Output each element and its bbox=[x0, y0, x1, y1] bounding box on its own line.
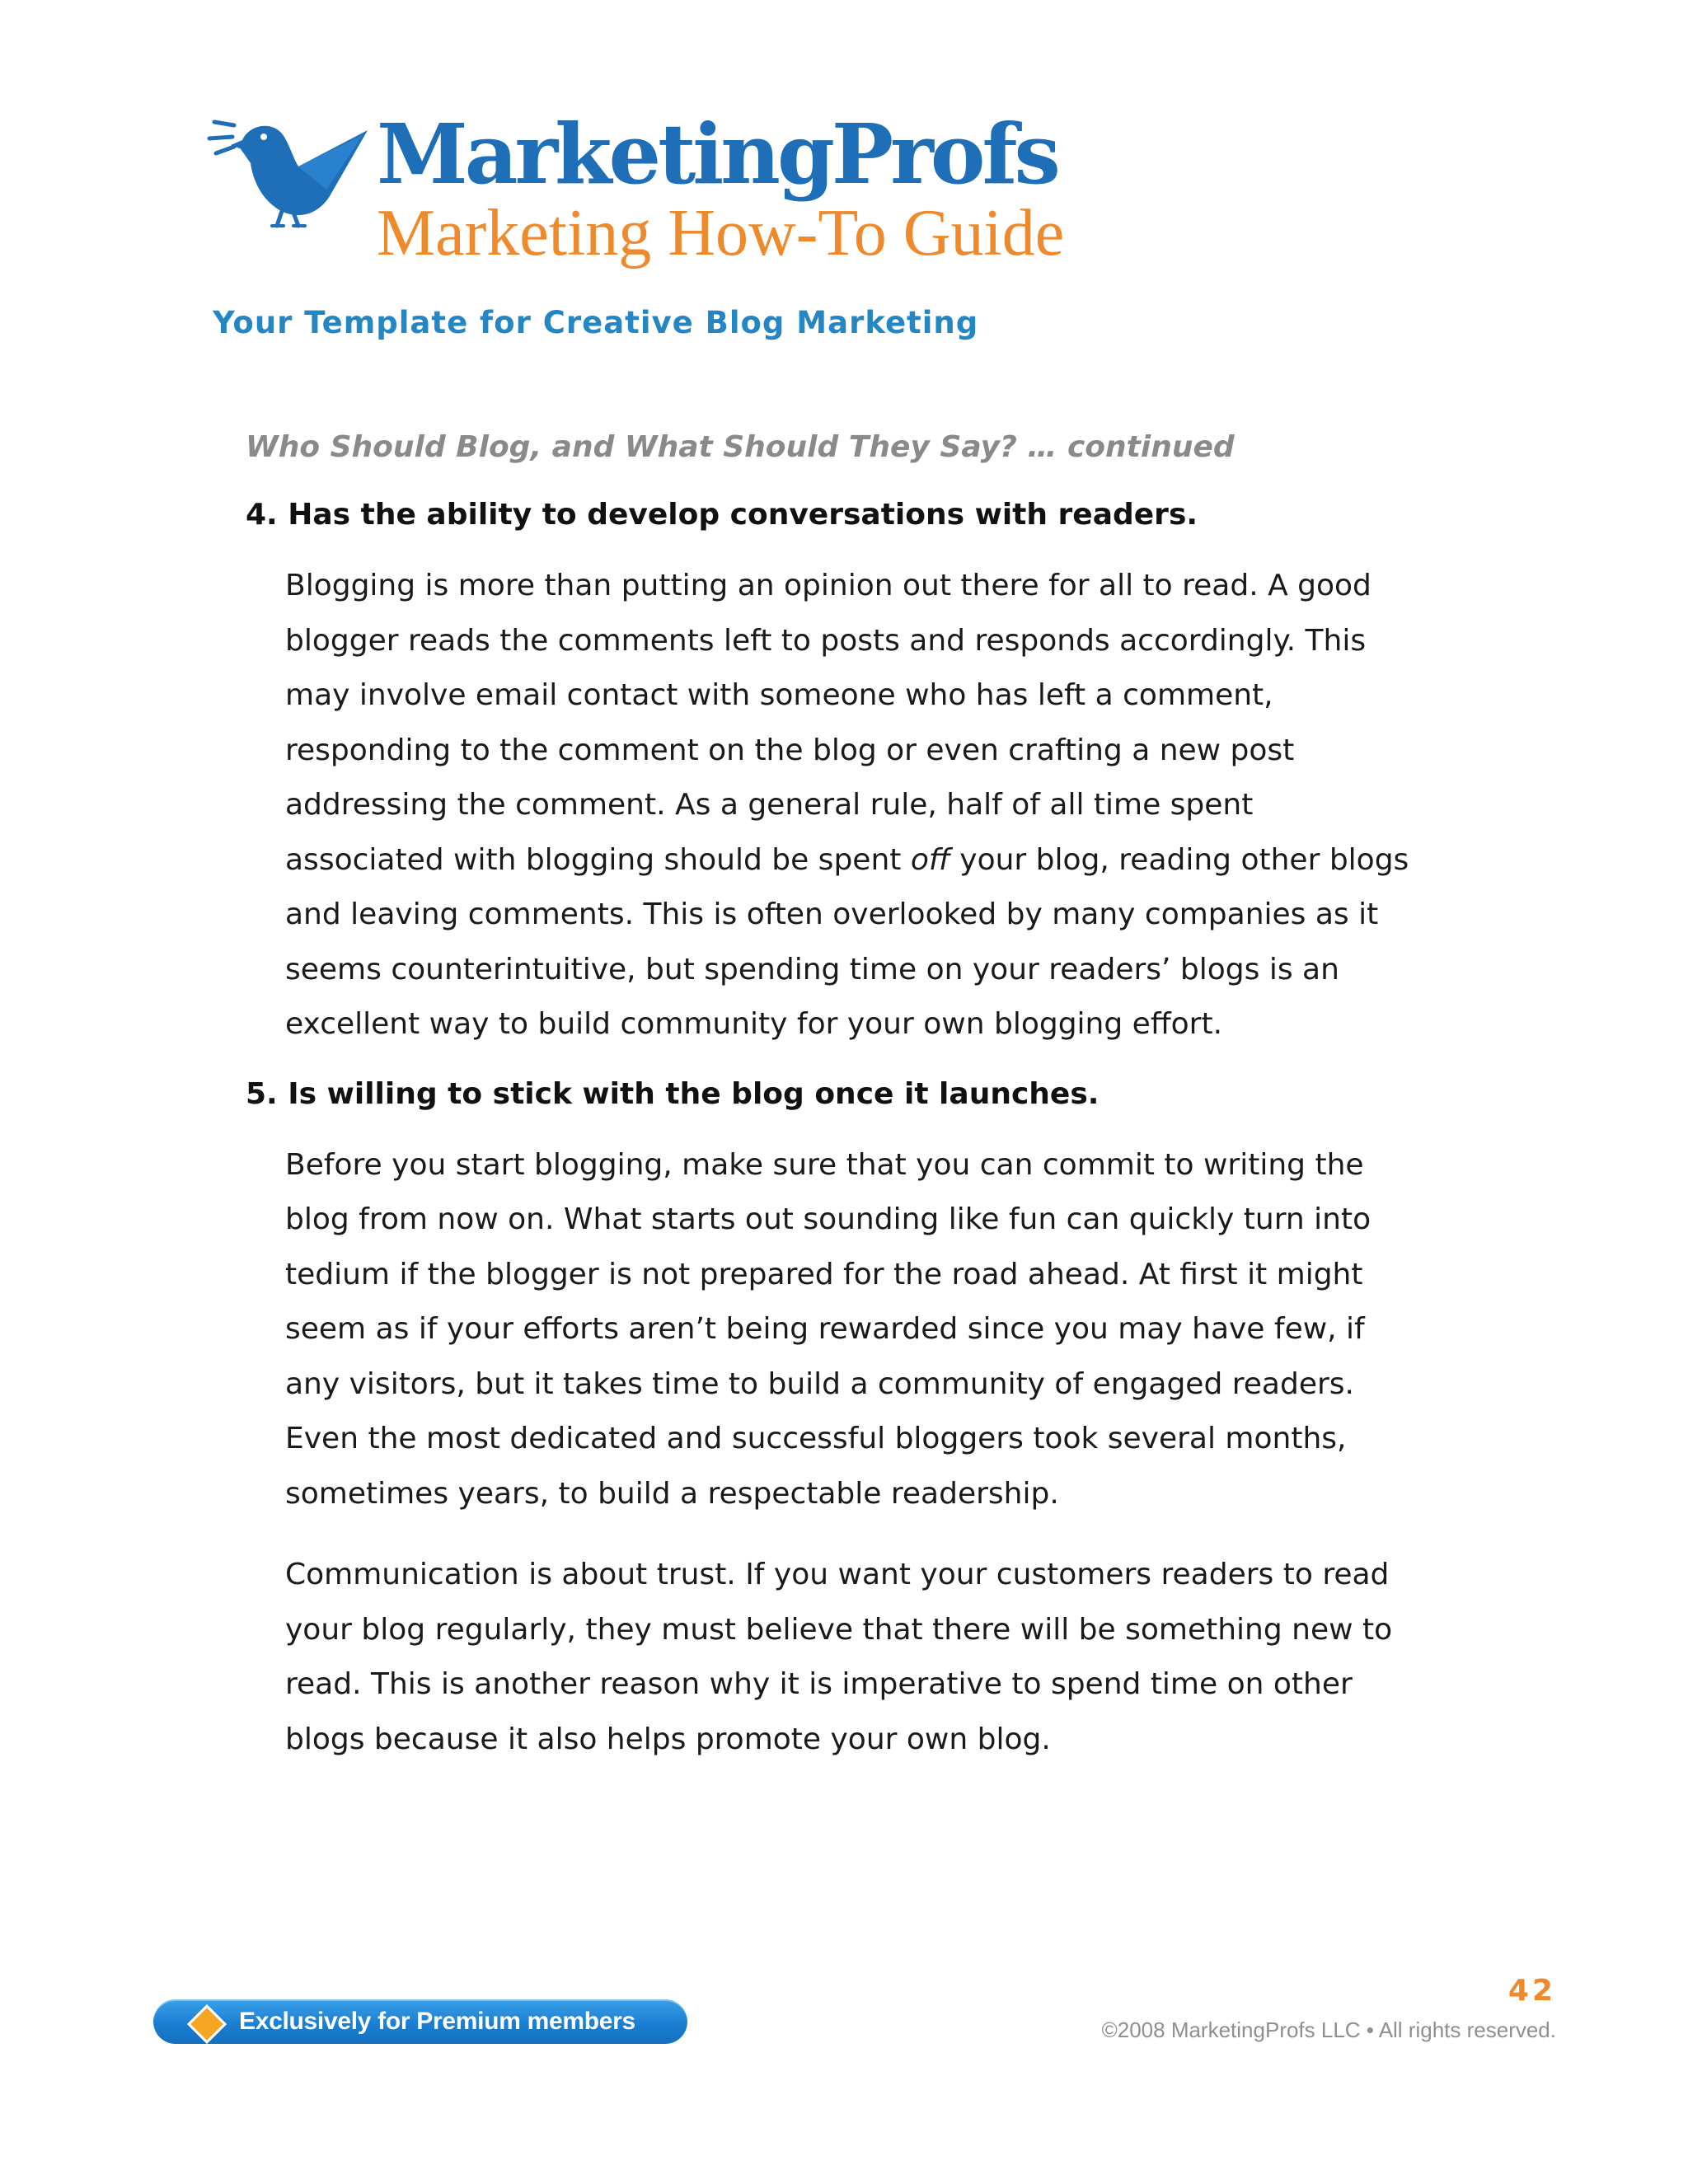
paragraph bbox=[285, 1548, 1489, 1767]
diamond-icon bbox=[187, 2004, 227, 2044]
brand-name: MarketingProfs bbox=[377, 105, 1057, 203]
text-line bbox=[285, 833, 1489, 888]
text-line: may involve email contact with someone who has left a comment, bbox=[285, 678, 1273, 712]
text-segment: your blog, reading other blogs bbox=[950, 842, 1409, 877]
item-heading-5: 5. Is willing to stick with the blog once it launches. bbox=[246, 1076, 1100, 1111]
text-line: Even the most dedicated and successful bloggers took several months, bbox=[285, 1422, 1347, 1455]
badge-label: Exclusively for Premium members bbox=[239, 2008, 635, 2035]
text-line: Before you start blogging, make sure that you can commit to writing the bbox=[285, 1147, 1364, 1182]
document-title: Your Template for Creative Blog Marketing bbox=[213, 305, 979, 340]
main-content bbox=[246, 429, 1482, 1767]
text-line: Blogging is more than putting an opinion out there for all to read. A good bbox=[285, 569, 1372, 602]
text-segment: associated with blogging should be spent bbox=[285, 842, 911, 877]
text-line: addressing the comment. As a general rule, half of all time spent bbox=[285, 788, 1254, 822]
copyright-notice: ©2008 MarketingProfs LLC • All rights reserved. bbox=[1101, 2018, 1556, 2042]
text-line: blogger reads the comments left to posts and responds accordingly. This bbox=[285, 623, 1367, 658]
section-heading: Who Should Blog, and What Should They Say? … continued bbox=[246, 430, 1235, 464]
text-line: Communication is about trust. If you want your customers readers to read bbox=[285, 1558, 1390, 1591]
logo bbox=[206, 97, 1113, 279]
text-line: seems counterintuitive, but spending time on your readers’ blogs is an bbox=[285, 952, 1339, 987]
text-line: sometimes years, to build a respectable readership. bbox=[285, 1476, 1059, 1511]
bird-icon bbox=[206, 97, 379, 229]
paragraph bbox=[285, 1138, 1489, 1522]
text-line: blogs because it also helps promote your own blog. bbox=[285, 1722, 1051, 1756]
text-line: seem as if your efforts aren’t being rewarded since you may have few, if bbox=[285, 1312, 1365, 1346]
text-line: read. This is another reason why it is imperative to spend time on other bbox=[285, 1667, 1353, 1701]
text-line: any visitors, but it takes time to build a community of engaged readers. bbox=[285, 1366, 1354, 1401]
page-number: 42 bbox=[1507, 1974, 1556, 2008]
text-line: and leaving comments. This is often overlooked by many companies as it bbox=[285, 898, 1379, 931]
text-line: excellent way to build community for your own blogging effort. bbox=[285, 1007, 1223, 1041]
paragraph bbox=[285, 559, 1489, 1052]
guide-subtitle: Marketing How-To Guide bbox=[377, 197, 1065, 269]
premium-members-badge bbox=[153, 1999, 687, 2044]
text-line: responding to the comment on the blog or even crafting a new post bbox=[285, 733, 1295, 767]
text-line: blog from now on. What starts out sounding like fun can quickly turn into bbox=[285, 1202, 1372, 1236]
text-line: your blog regularly, they must believe that there will be something new to bbox=[285, 1612, 1393, 1647]
emphasis-off: off bbox=[910, 842, 950, 877]
text-line: tedium if the blogger is not prepared for the road ahead. At first it might bbox=[285, 1257, 1363, 1291]
item-heading-4: 4. Has the ability to develop conversations with readers. bbox=[246, 498, 1198, 532]
